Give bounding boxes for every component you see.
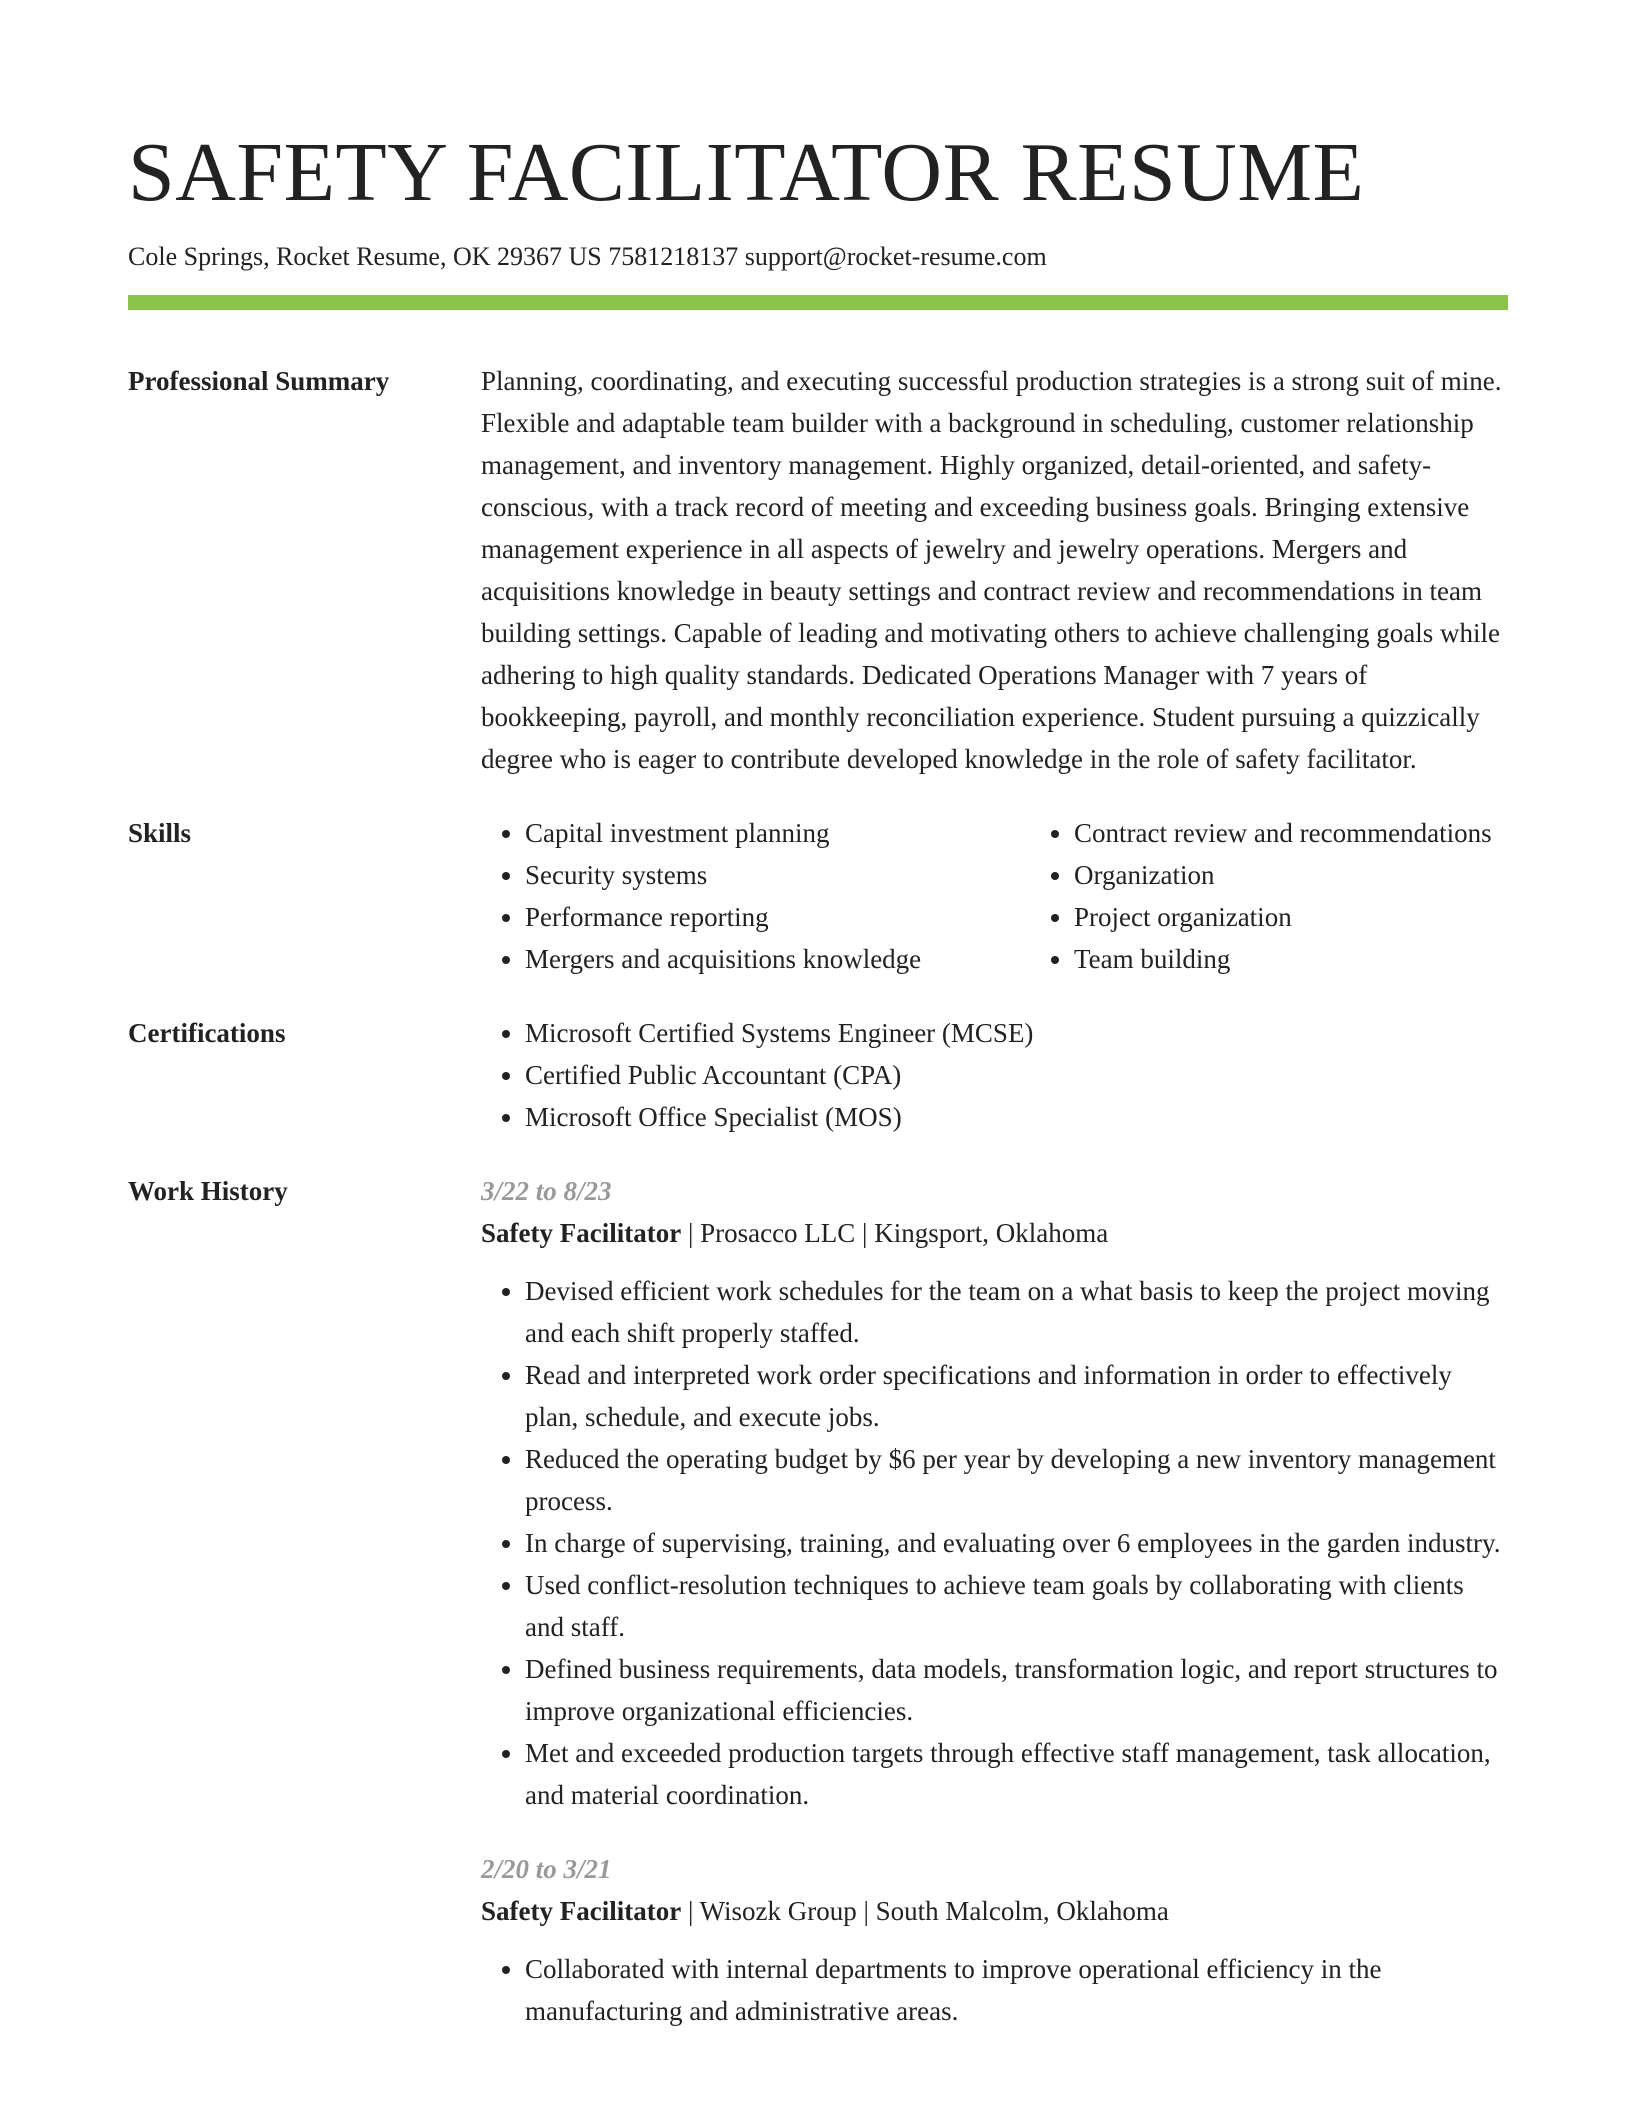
skills-list-left — [481, 812, 1030, 980]
section-certifications — [128, 1012, 1508, 1138]
skill-item: • Security systems — [525, 854, 1030, 896]
skill-item: • Organization — [1074, 854, 1492, 896]
job-dates: 3/22 to 8/23 — [481, 1176, 612, 1206]
section-professional-summary — [128, 360, 1508, 780]
resume-page — [128, 118, 1508, 2032]
job-company-location: | Wisozk Group | South Malcolm, Oklahoma — [681, 1896, 1169, 1926]
job-bullet: • Read and interpreted work order specifications and information in order to effectively plan, schedule, and execute jobs. — [525, 1354, 1508, 1438]
skill-item: • Capital investment planning — [525, 812, 1030, 854]
skill-item: • Performance reporting — [525, 896, 1030, 938]
certification-item: • Microsoft Certified Systems Engineer (MCSE) — [525, 1012, 1508, 1054]
skill-item: • Mergers and acquisitions knowledge — [525, 938, 1030, 980]
job-title: Safety Facilitator — [481, 1896, 682, 1926]
section-label-work-history: Work History — [128, 1176, 288, 1206]
job-company-location: | Prosacco LLC | Kingsport, Oklahoma — [681, 1218, 1109, 1248]
certification-item: • Microsoft Office Specialist (MOS) — [525, 1096, 1508, 1138]
certifications-body — [481, 1012, 1508, 1138]
job-bullet: • Devised efficient work schedules for the team on a what basis to keep the project moving and each shift properly staffed. — [525, 1270, 1508, 1354]
job-title: Safety Facilitator — [481, 1218, 682, 1248]
header-divider — [128, 295, 1508, 310]
section-label-summary: Professional Summary — [128, 366, 390, 396]
certification-item: • Certified Public Accountant (CPA) — [525, 1054, 1508, 1096]
skill-item: • Contract review and recommendations — [1074, 812, 1492, 854]
job-bullet: • Defined business requirements, data models, transformation logic, and report structures to improve organizational efficiencies. — [525, 1648, 1508, 1732]
section-label-skills: Skills — [128, 818, 192, 848]
job-bullet: • Collaborated with internal departments to improve operational efficiency in the manufacturing and administrative areas. — [525, 1948, 1508, 2032]
skills-columns — [481, 812, 1508, 980]
skill-item: • Team building — [1074, 938, 1492, 980]
certifications-list — [481, 1012, 1508, 1138]
job-bullets — [481, 1948, 1508, 2032]
resume-title: SAFETY FACILITATOR RESUME — [128, 126, 1365, 219]
skill-item: • Project organization — [1074, 896, 1492, 938]
contact-line: Cole Springs, Rocket Resume, OK 29367 US 7581218137 support@rocket-resume.com — [128, 242, 1047, 271]
job-entry — [481, 1848, 1508, 2032]
job-entry — [481, 1170, 1508, 1816]
job-dates: 2/20 to 3/21 — [481, 1854, 612, 1884]
job-bullet: • Used conflict-resolution techniques to achieve team goals by collaborating with clients and staff. — [525, 1564, 1508, 1648]
summary-text: Planning, coordinating, and executing successful production strategies is a strong suit of mine. Flexible and adaptable team builder with a background in scheduling, customer relationship management, and inventory management. Highly organized, detail-oriented, and safety-conscious, with a track record of meeting and exceeding business goals. Bringing extensive management experience in all aspects of jewelry and jewelry operations. Mergers and acquisitions knowledge in beauty settings and contract review and recommendations in team building settings. Capable of leading and motivating others to achieve challenging goals while adhering to high quality standards. Dedicated Operations Manager with 7 years of bookkeeping, payroll, and monthly reconciliation experience. Student pursuing a quizzically degree who is eager to contribute developed knowledge in the role of safety facilitator. — [481, 366, 1502, 774]
section-label-certifications: Certifications — [128, 1018, 286, 1048]
job-heading — [481, 1890, 1508, 1932]
section-work-history — [128, 1170, 1508, 2032]
skills-list-right — [1030, 812, 1492, 980]
section-skills — [128, 812, 1508, 980]
job-heading — [481, 1212, 1508, 1254]
job-bullets — [481, 1270, 1508, 1816]
work-history-body — [481, 1170, 1508, 2032]
job-bullet: • Reduced the operating budget by $6 per year by developing a new inventory management process. — [525, 1438, 1508, 1522]
job-bullet: • Met and exceeded production targets through effective staff management, task allocation, and material coordination. — [525, 1732, 1508, 1816]
job-bullet: • In charge of supervising, training, and evaluating over 6 employees in the garden industry. — [525, 1522, 1508, 1564]
